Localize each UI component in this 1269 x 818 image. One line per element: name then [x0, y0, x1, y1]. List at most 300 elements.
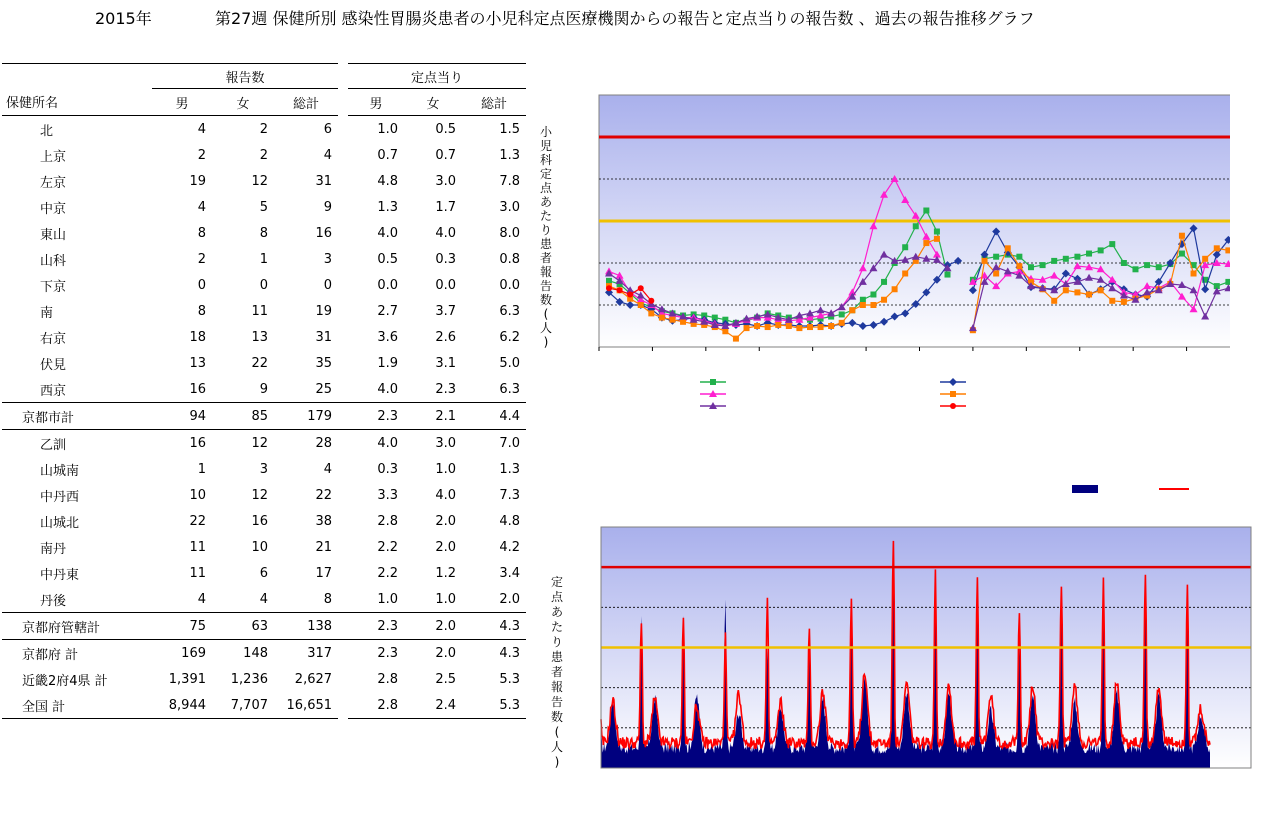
row-male-per-site: 2.3: [348, 613, 404, 640]
table-row: [2, 376, 526, 403]
row-total: 9: [323, 199, 333, 215]
spacer: [338, 640, 348, 667]
data-point: [765, 324, 771, 330]
row-male: 75: [152, 613, 212, 640]
y-axis-label: 小児科定点あたり患者報告数(人): [539, 125, 553, 349]
table-row: [2, 168, 526, 194]
data-point: [1074, 254, 1080, 260]
table-row: [2, 194, 526, 220]
data-point: [710, 379, 716, 385]
table-row: [2, 456, 526, 482]
data-point: [659, 315, 665, 321]
row-female: 16: [251, 513, 268, 529]
row-total-per-site: 0.0: [499, 277, 521, 293]
data-point: [839, 320, 845, 326]
row-male-per-site: 0.0: [377, 277, 399, 293]
data-point: [993, 254, 999, 260]
row-male-per-site: 1.3: [377, 199, 399, 215]
row-female: 8: [259, 225, 268, 241]
row-name: 全国 計: [2, 692, 152, 719]
row-female-per-site: 2.0: [435, 539, 457, 555]
row-female: 0: [259, 277, 268, 293]
row-male: 11: [189, 539, 206, 555]
row-female: 2: [259, 147, 268, 163]
row-female-per-site: 2.3: [435, 381, 457, 397]
row-name: 近畿2府4県 計: [22, 673, 108, 689]
group-per-site-header: 定点当り: [348, 64, 526, 89]
row-female: 85: [212, 403, 274, 430]
data-point: [881, 297, 887, 303]
spacer: [338, 376, 348, 403]
row-total: 25: [315, 381, 333, 397]
table-row: [2, 640, 526, 667]
row-male: 16: [189, 435, 206, 451]
spacer: [338, 246, 348, 272]
table-column-header: [2, 89, 526, 116]
page-title: 第27週 保健所別 感染性胃腸炎患者の小児科定点医療機関からの報告と定点当りの報告数 、過去の報告推移グラフ: [215, 9, 1035, 28]
row-female-per-site: 2.4: [404, 692, 462, 719]
row-total-per-site: 1.5: [499, 121, 521, 137]
table-row: [2, 272, 526, 298]
table-row: [2, 560, 526, 586]
row-male-per-site: 2.3: [348, 403, 404, 430]
data-point: [949, 378, 957, 386]
row-female: 6: [259, 565, 268, 581]
y-axis-label: 定点あたり患者報告数(人): [550, 575, 564, 769]
row-name: 南丹: [40, 541, 67, 557]
row-female: 13: [251, 329, 268, 345]
data-point: [1179, 251, 1185, 257]
data-point: [638, 302, 644, 308]
row-female-per-site: 3.0: [435, 435, 457, 451]
row-total: 2,627: [294, 671, 333, 687]
row-female: 2: [259, 121, 268, 137]
table-row: [2, 298, 526, 324]
spacer: [338, 692, 348, 719]
col-female-per-site-header: 女: [404, 89, 462, 116]
row-name: 山科: [40, 253, 67, 269]
data-point: [1051, 298, 1057, 304]
row-female-per-site: 2.5: [435, 671, 457, 687]
table-row: [2, 666, 526, 692]
row-total: 4: [323, 147, 333, 163]
data-point: [1191, 271, 1197, 277]
row-female-per-site: 2.1: [404, 403, 462, 430]
data-point: [881, 279, 887, 285]
row-female: 22: [251, 355, 268, 371]
row-total-per-site: 7.0: [499, 435, 521, 451]
row-total-per-site: 5.0: [499, 355, 521, 371]
data-point: [744, 325, 750, 331]
data-point: [775, 322, 781, 328]
row-female: 1,236: [230, 671, 268, 687]
data-point: [1074, 289, 1080, 295]
row-male-per-site: 0.3: [377, 461, 399, 477]
row-total-per-site: 3.4: [499, 565, 521, 581]
row-name: 西京: [40, 383, 67, 399]
data-point: [733, 336, 739, 342]
row-female: 9: [259, 381, 268, 397]
row-male-per-site: 2.7: [377, 303, 399, 319]
row-male-per-site: 0.5: [377, 251, 399, 267]
legend-swatch: [1072, 485, 1098, 493]
row-total-per-site: 4.8: [499, 513, 521, 529]
row-female: 63: [212, 613, 274, 640]
data-point: [680, 319, 686, 325]
row-name: 中丹西: [40, 489, 80, 505]
row-name: 京都市計: [2, 403, 152, 430]
row-total-per-site: 6.3: [499, 381, 521, 397]
row-total-per-site: 1.3: [499, 147, 521, 163]
row-total-per-site: 5.3: [462, 692, 526, 719]
table-group-header: [2, 64, 526, 89]
data-point: [722, 328, 728, 334]
data-point: [1156, 264, 1162, 270]
table-row: [2, 142, 526, 168]
row-total: 317: [274, 640, 338, 667]
data-point: [617, 287, 623, 293]
table-row: [2, 116, 526, 143]
row-female-per-site: 1.0: [435, 591, 457, 607]
data-point: [870, 302, 876, 308]
data-point: [1109, 298, 1115, 304]
table-body: [2, 116, 526, 719]
row-total: 35: [315, 355, 333, 371]
data-point: [950, 391, 956, 397]
row-female-per-site: 0.3: [435, 251, 457, 267]
row-male: 4: [197, 121, 206, 137]
row-total: 0: [323, 277, 333, 293]
spacer: [338, 403, 348, 430]
row-total: 19: [315, 303, 333, 319]
spacer: [338, 350, 348, 376]
row-male-per-site: 4.0: [377, 225, 399, 241]
row-male-per-site: 1.9: [377, 355, 399, 371]
row-male-per-site: 3.6: [377, 329, 399, 345]
data-point: [807, 324, 813, 330]
row-total: 8: [323, 591, 333, 607]
row-total-per-site: 5.3: [499, 671, 521, 687]
data-point: [648, 298, 654, 304]
row-name: 右京: [40, 331, 67, 347]
table-row: [2, 220, 526, 246]
data-point: [1051, 258, 1057, 264]
table-row: [2, 324, 526, 350]
row-female-per-site: 1.0: [435, 461, 457, 477]
row-female: 3: [259, 461, 268, 477]
row-male: 4: [197, 591, 206, 607]
data-point: [1225, 247, 1230, 253]
row-female: 12: [251, 173, 268, 189]
data-point: [828, 323, 834, 329]
data-point: [669, 317, 675, 323]
row-female-per-site: 0.0: [435, 277, 457, 293]
row-name: 南: [40, 305, 54, 321]
row-male-per-site: 2.8: [377, 671, 399, 687]
row-name: 上京: [40, 149, 67, 165]
data-point: [606, 285, 612, 291]
data-point: [1225, 279, 1230, 285]
row-male: 1,391: [168, 671, 206, 687]
row-male-per-site: 0.7: [377, 147, 399, 163]
spacer: [338, 456, 348, 482]
col-total-per-site-header: 総計: [462, 89, 526, 116]
data-point: [1144, 262, 1150, 268]
data-point: [902, 244, 908, 250]
data-point: [1028, 264, 1034, 270]
data-point: [1016, 263, 1022, 269]
row-male: 11: [189, 565, 206, 581]
year-label: 2015年: [95, 9, 152, 28]
row-female: 10: [251, 539, 268, 555]
row-male: 4: [197, 199, 206, 215]
data-point: [892, 286, 898, 292]
data-point: [923, 208, 929, 214]
row-male: 10: [189, 487, 206, 503]
spacer: [338, 560, 348, 586]
data-point: [860, 297, 866, 303]
row-total: 31: [315, 329, 333, 345]
row-male-per-site: 3.3: [377, 487, 399, 503]
data-point: [950, 403, 956, 409]
data-point: [982, 258, 988, 264]
row-name: 北: [40, 123, 54, 139]
row-total: 16: [315, 225, 333, 241]
row-male-per-site: 1.0: [377, 591, 399, 607]
row-total: 28: [315, 435, 333, 451]
row-male: 2: [197, 251, 206, 267]
data-point: [786, 323, 792, 329]
row-name: 伏見: [40, 357, 67, 373]
data-point: [860, 302, 866, 308]
spacer: [338, 168, 348, 194]
table-row: [2, 403, 526, 430]
legend: [700, 378, 966, 409]
row-male: 2: [197, 147, 206, 163]
data-point: [754, 323, 760, 329]
data-point: [1214, 245, 1220, 251]
spacer: [338, 508, 348, 534]
row-total: 38: [315, 513, 333, 529]
row-total-per-site: 4.3: [462, 613, 526, 640]
data-point: [1109, 241, 1115, 247]
table-row: [2, 430, 526, 457]
row-female-per-site: 3.1: [435, 355, 457, 371]
data-point: [923, 240, 929, 246]
row-total: 22: [315, 487, 333, 503]
data-point: [648, 310, 654, 316]
row-total-per-site: 4.3: [462, 640, 526, 667]
spacer: [338, 272, 348, 298]
data-point: [1121, 299, 1127, 305]
row-name: 左京: [40, 175, 67, 191]
spacer: [338, 534, 348, 560]
row-name: 下京: [40, 279, 67, 295]
row-male: 18: [189, 329, 206, 345]
row-female-per-site: 0.5: [435, 121, 457, 137]
row-female-per-site: 1.2: [435, 565, 457, 581]
data-point: [934, 236, 940, 242]
row-name: 京都府管轄計: [2, 613, 152, 640]
data-point: [945, 272, 951, 278]
data-point: [1202, 256, 1208, 262]
row-male: 13: [189, 355, 206, 371]
spacer: [338, 142, 348, 168]
row-total: 17: [315, 565, 333, 581]
row-name: 丹後: [40, 593, 67, 609]
data-point: [1098, 287, 1104, 293]
stats-table: [2, 63, 526, 719]
five-year-chart: [530, 36, 1230, 431]
table-row: [2, 350, 526, 376]
data-point: [1063, 256, 1069, 262]
row-female-per-site: 1.7: [435, 199, 457, 215]
row-female-per-site: 4.0: [435, 225, 457, 241]
table-row: [2, 692, 526, 719]
row-male-per-site: 4.0: [377, 435, 399, 451]
row-total-per-site: 3.0: [499, 199, 521, 215]
spacer: [338, 430, 348, 457]
row-total-per-site: 7.8: [499, 173, 521, 189]
row-male: 22: [189, 513, 206, 529]
spacer: [338, 482, 348, 508]
row-female: 148: [212, 640, 274, 667]
table-row: [2, 508, 526, 534]
data-point: [870, 292, 876, 298]
data-point: [913, 223, 919, 229]
row-female-per-site: 3.0: [435, 173, 457, 189]
row-total-per-site: 4.2: [499, 539, 521, 555]
row-male: 8,944: [152, 692, 212, 719]
data-point: [606, 278, 612, 284]
row-male-per-site: 1.0: [377, 121, 399, 137]
spacer: [338, 220, 348, 246]
row-male-per-site: 2.3: [348, 640, 404, 667]
data-point: [839, 311, 845, 317]
row-male-per-site: 2.8: [348, 692, 404, 719]
row-male: 0: [197, 277, 206, 293]
spacer: [338, 324, 348, 350]
data-point: [1098, 247, 1104, 253]
col-name-header: 保健所名: [2, 89, 152, 116]
spacer: [338, 298, 348, 324]
data-point: [1063, 287, 1069, 293]
trend-chart: [539, 468, 1269, 818]
col-total-header: 総計: [274, 89, 338, 116]
row-male-per-site: 2.8: [377, 513, 399, 529]
legend: [1072, 485, 1189, 493]
row-total-per-site: 0.8: [499, 251, 521, 267]
row-name: 京都府 計: [2, 640, 152, 667]
row-female: 12: [251, 487, 268, 503]
row-total-per-site: 7.3: [499, 487, 521, 503]
row-total-per-site: 2.0: [499, 591, 521, 607]
row-female: 5: [259, 199, 268, 215]
row-name: 東山: [40, 227, 67, 243]
row-female: 7,707: [212, 692, 274, 719]
row-total: 31: [315, 173, 333, 189]
data-point: [1179, 233, 1185, 239]
row-total: 16,651: [274, 692, 338, 719]
row-male: 94: [152, 403, 212, 430]
data-point: [1121, 260, 1127, 266]
row-female-per-site: 2.6: [435, 329, 457, 345]
data-point: [796, 325, 802, 331]
group-reports-header: 報告数: [152, 64, 338, 89]
row-male: 8: [197, 225, 206, 241]
data-point: [902, 271, 908, 277]
row-total: 138: [274, 613, 338, 640]
spacer: [338, 613, 348, 640]
row-male: 8: [197, 303, 206, 319]
spacer: [338, 666, 348, 692]
data-point: [1016, 254, 1022, 260]
row-total-per-site: 1.3: [499, 461, 521, 477]
row-male: 19: [189, 173, 206, 189]
table-row: [2, 586, 526, 613]
row-name: 山城北: [40, 515, 80, 531]
row-female-per-site: 4.0: [435, 487, 457, 503]
row-total: 3: [323, 251, 333, 267]
row-name: 中丹東: [40, 567, 80, 583]
table-row: [2, 482, 526, 508]
page-header: [0, 0, 1269, 30]
row-total-per-site: 4.4: [462, 403, 526, 430]
data-point: [934, 229, 940, 235]
data-point: [1086, 251, 1092, 257]
spacer: [338, 194, 348, 220]
row-male: 169: [152, 640, 212, 667]
data-point: [638, 285, 644, 291]
row-female-per-site: 2.0: [404, 613, 462, 640]
row-total-per-site: 6.2: [499, 329, 521, 345]
row-name: 山城南: [40, 463, 80, 479]
row-total: 4: [323, 461, 333, 477]
spacer: [338, 116, 348, 143]
table-row: [2, 246, 526, 272]
col-female-header: 女: [212, 89, 274, 116]
row-female-per-site: 2.0: [435, 513, 457, 529]
row-total: 6: [323, 121, 333, 137]
row-male-per-site: 4.0: [377, 381, 399, 397]
data-point: [993, 271, 999, 277]
row-female-per-site: 3.7: [435, 303, 457, 319]
row-total: 21: [315, 539, 333, 555]
row-female: 4: [259, 591, 268, 607]
row-total-per-site: 6.3: [499, 303, 521, 319]
row-name: 乙訓: [40, 437, 67, 453]
data-point: [818, 324, 824, 330]
data-point: [1040, 262, 1046, 268]
row-male: 1: [197, 461, 206, 477]
row-male: 16: [189, 381, 206, 397]
row-male-per-site: 4.8: [377, 173, 399, 189]
row-female: 11: [251, 303, 268, 319]
table-row: [2, 534, 526, 560]
table-row: [2, 613, 526, 640]
data-point: [627, 292, 633, 298]
col-male-header: 男: [152, 89, 212, 116]
spacer: [338, 586, 348, 613]
data-point: [849, 307, 855, 313]
col-male-per-site-header: 男: [348, 89, 404, 116]
row-total: 179: [274, 403, 338, 430]
row-female: 1: [259, 251, 268, 267]
row-male-per-site: 2.2: [377, 539, 399, 555]
row-female-per-site: 2.0: [404, 640, 462, 667]
row-name: 中京: [40, 201, 67, 217]
data-point: [1005, 245, 1011, 251]
